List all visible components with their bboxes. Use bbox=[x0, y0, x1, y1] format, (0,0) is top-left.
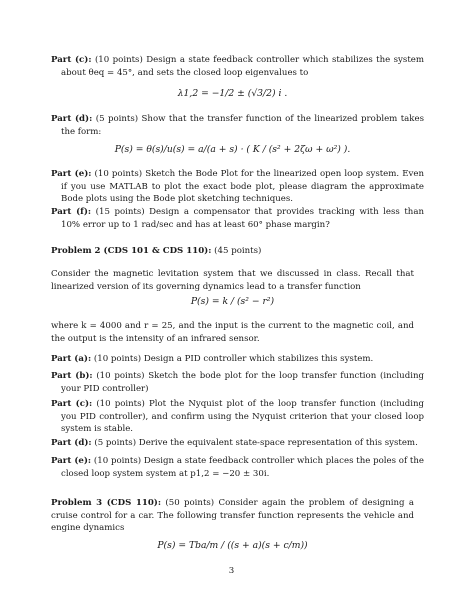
part-label: Part (e): bbox=[51, 169, 92, 179]
problem-text: (50 points) Consider again the problem of designing a cruise control for a car. The following transfer function represents the vehicle and engine dynamics bbox=[51, 498, 414, 534]
part-label: Part (d): bbox=[51, 114, 93, 124]
problem-points: (45 points) bbox=[214, 246, 262, 256]
equation-eigenvalues: λ1,2 = −1/2 ± (√3/2) i . bbox=[177, 88, 288, 99]
problem-2-intro: Consider the magnetic levitation system that we discussed in class. Recall that linearized version of its governing dynamics lead to a transfer function bbox=[51, 269, 414, 292]
part-2a bbox=[51, 353, 424, 366]
part-text: (10 points) Sketch the Bode Plot for the linearized open loop system. Even if you use MATLAB to plot the exact bode plot, please diagram the approximate Bode plots using the Bode plot sketching techniques. bbox=[61, 169, 424, 205]
part-label: Part (c): bbox=[51, 55, 92, 65]
equation-maglev: P(s) = k / (s² − r²) bbox=[190, 296, 275, 307]
problem-2-where: where k = 4000 and r = 25, and the input is the current to the magnetic coil, and the output is the intensity of an infrared sensor. bbox=[51, 321, 414, 344]
part-2b bbox=[51, 370, 424, 395]
part-label: Part (b): bbox=[51, 371, 93, 381]
page-number: 3 bbox=[228, 566, 235, 576]
part-label: Part (a): bbox=[51, 354, 92, 364]
part-2c bbox=[51, 398, 424, 436]
part-text: (5 points) Show that the transfer function of the linearized problem takes the form: bbox=[61, 114, 425, 137]
part-text: (10 points) Design a PID controller which stabilizes this system. bbox=[93, 354, 374, 364]
part-2d bbox=[51, 437, 424, 450]
part-1d bbox=[51, 113, 424, 138]
part-text: (5 points) Derive the equivalent state-space representation of this system. bbox=[94, 438, 418, 448]
equation-transfer-function: P(s) = θ(s)/u(s) = a/(a + s) · ( K / (s² + 2ζω + ω²) ). bbox=[114, 144, 351, 155]
part-2e bbox=[51, 455, 424, 480]
part-label: Part (d): bbox=[51, 438, 92, 448]
part-1c bbox=[51, 54, 424, 79]
problem-3 bbox=[51, 497, 414, 535]
equation-cruise-control: P(s) = Tba/m / ((s + a)(s + c/m)) bbox=[157, 540, 308, 551]
part-label: Part (f): bbox=[51, 207, 92, 217]
part-text: (10 points) Design a state feedback controller which places the poles of the closed loop system system at p1,2 = −20 ± 30i. bbox=[61, 456, 425, 479]
part-text: (10 points) Sketch the bode plot for the loop transfer function (including your PID controller) bbox=[61, 371, 424, 394]
problem-title: Problem 2 (CDS 101 & CDS 110): bbox=[51, 246, 212, 256]
problem-title: Problem 3 (CDS 110): bbox=[51, 498, 162, 508]
part-text: (10 points) Design a state feedback controller which stabilizes the system about θeq = 45°, and sets the closed loop eigenvalues to bbox=[61, 55, 425, 78]
part-text: (10 points) Plot the Nyquist plot of the loop transfer function (including you PID controller), and confirm using the Nyquist criterion that your closed loop system is stable. bbox=[61, 399, 425, 435]
part-1e bbox=[51, 168, 424, 206]
part-text: (15 points) Design a compensator that provides tracking with less than 10% error up to 1 rad/sec and has at least 60° phase margin? bbox=[61, 207, 425, 230]
part-1f bbox=[51, 206, 424, 231]
part-label: Part (e): bbox=[51, 456, 92, 466]
problem-2-heading bbox=[51, 245, 414, 258]
part-label: Part (c): bbox=[51, 399, 93, 409]
